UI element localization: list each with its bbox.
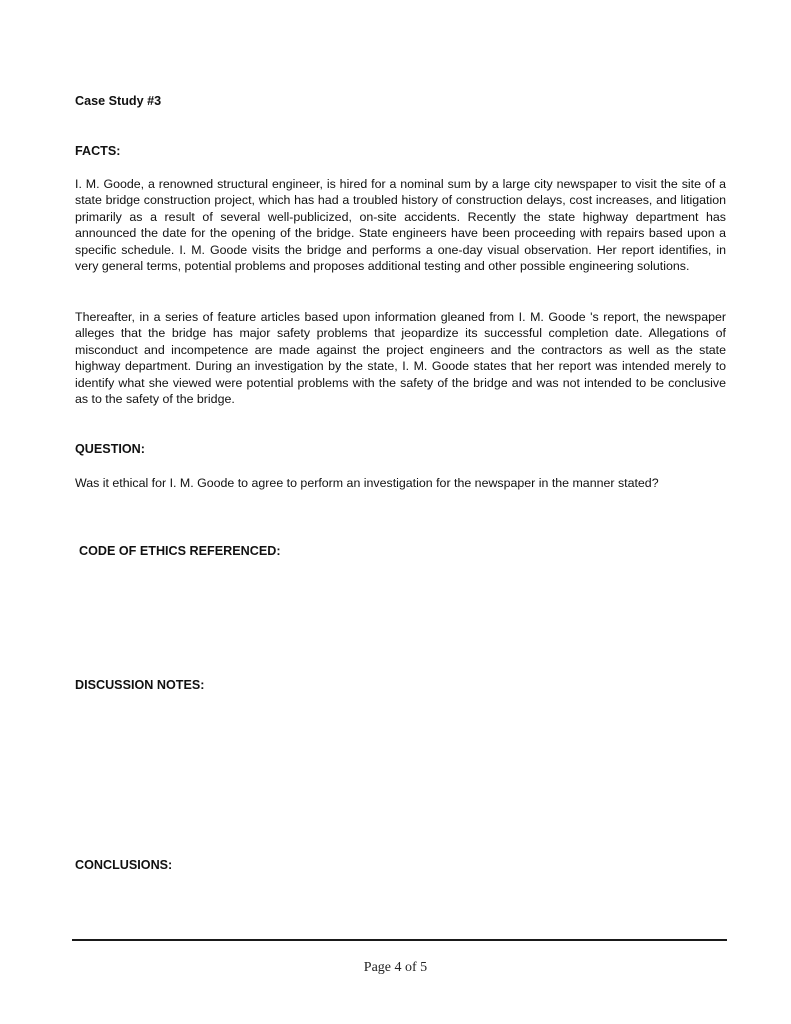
facts-paragraph-2: Thereafter, in a series of feature articles based upon information gleaned from I. M. Goode 's report, the newspaper alleges that the bridge has major safety problems that jeopardize its successful completion date. Allegations of misconduct and incompetence are made against the project engineers and the contractors as well as the state highway department. During an investigation by the state, I. M. Goode states that her report was intended merely to identify what she viewed were potential problems with the safety of the bridge and was not intended to be conclusive as to the safety of the bridge. — [75, 310, 726, 407]
case-title: Case Study #3 — [75, 94, 162, 108]
page-number: Page 4 of 5 — [363, 960, 428, 975]
conclusions-heading: CONCLUSIONS: — [75, 858, 173, 872]
question-text: Was it ethical for I. M. Goode to agree to perform an investigation for the newspaper in the manner stated? — [75, 476, 659, 490]
code-of-ethics-heading: CODE OF ETHICS REFERENCED: — [79, 544, 281, 558]
facts-heading: FACTS: — [75, 144, 121, 158]
discussion-notes-heading: DISCUSSION NOTES: — [75, 678, 205, 692]
footer-divider — [72, 939, 727, 941]
facts-paragraph-1: I. M. Goode, a renowned structural engineer, is hired for a nominal sum by a large city newspaper to visit the site of a state bridge construction project, which has had a troubled history of construction delays, cost increases, and litigation primarily as a result of several well-publicized, on-site accidents. Recently the state highway department has announced the date for the opening of the bridge. State engineers have been proceeding with repairs based upon a specific schedule. I. M. Goode visits the bridge and performs a one-day visual observation. Her report identifies, in very general terms, potential problems and proposes additional testing and other possible engineering solutions. — [75, 177, 726, 274]
question-heading: QUESTION: — [75, 442, 145, 456]
